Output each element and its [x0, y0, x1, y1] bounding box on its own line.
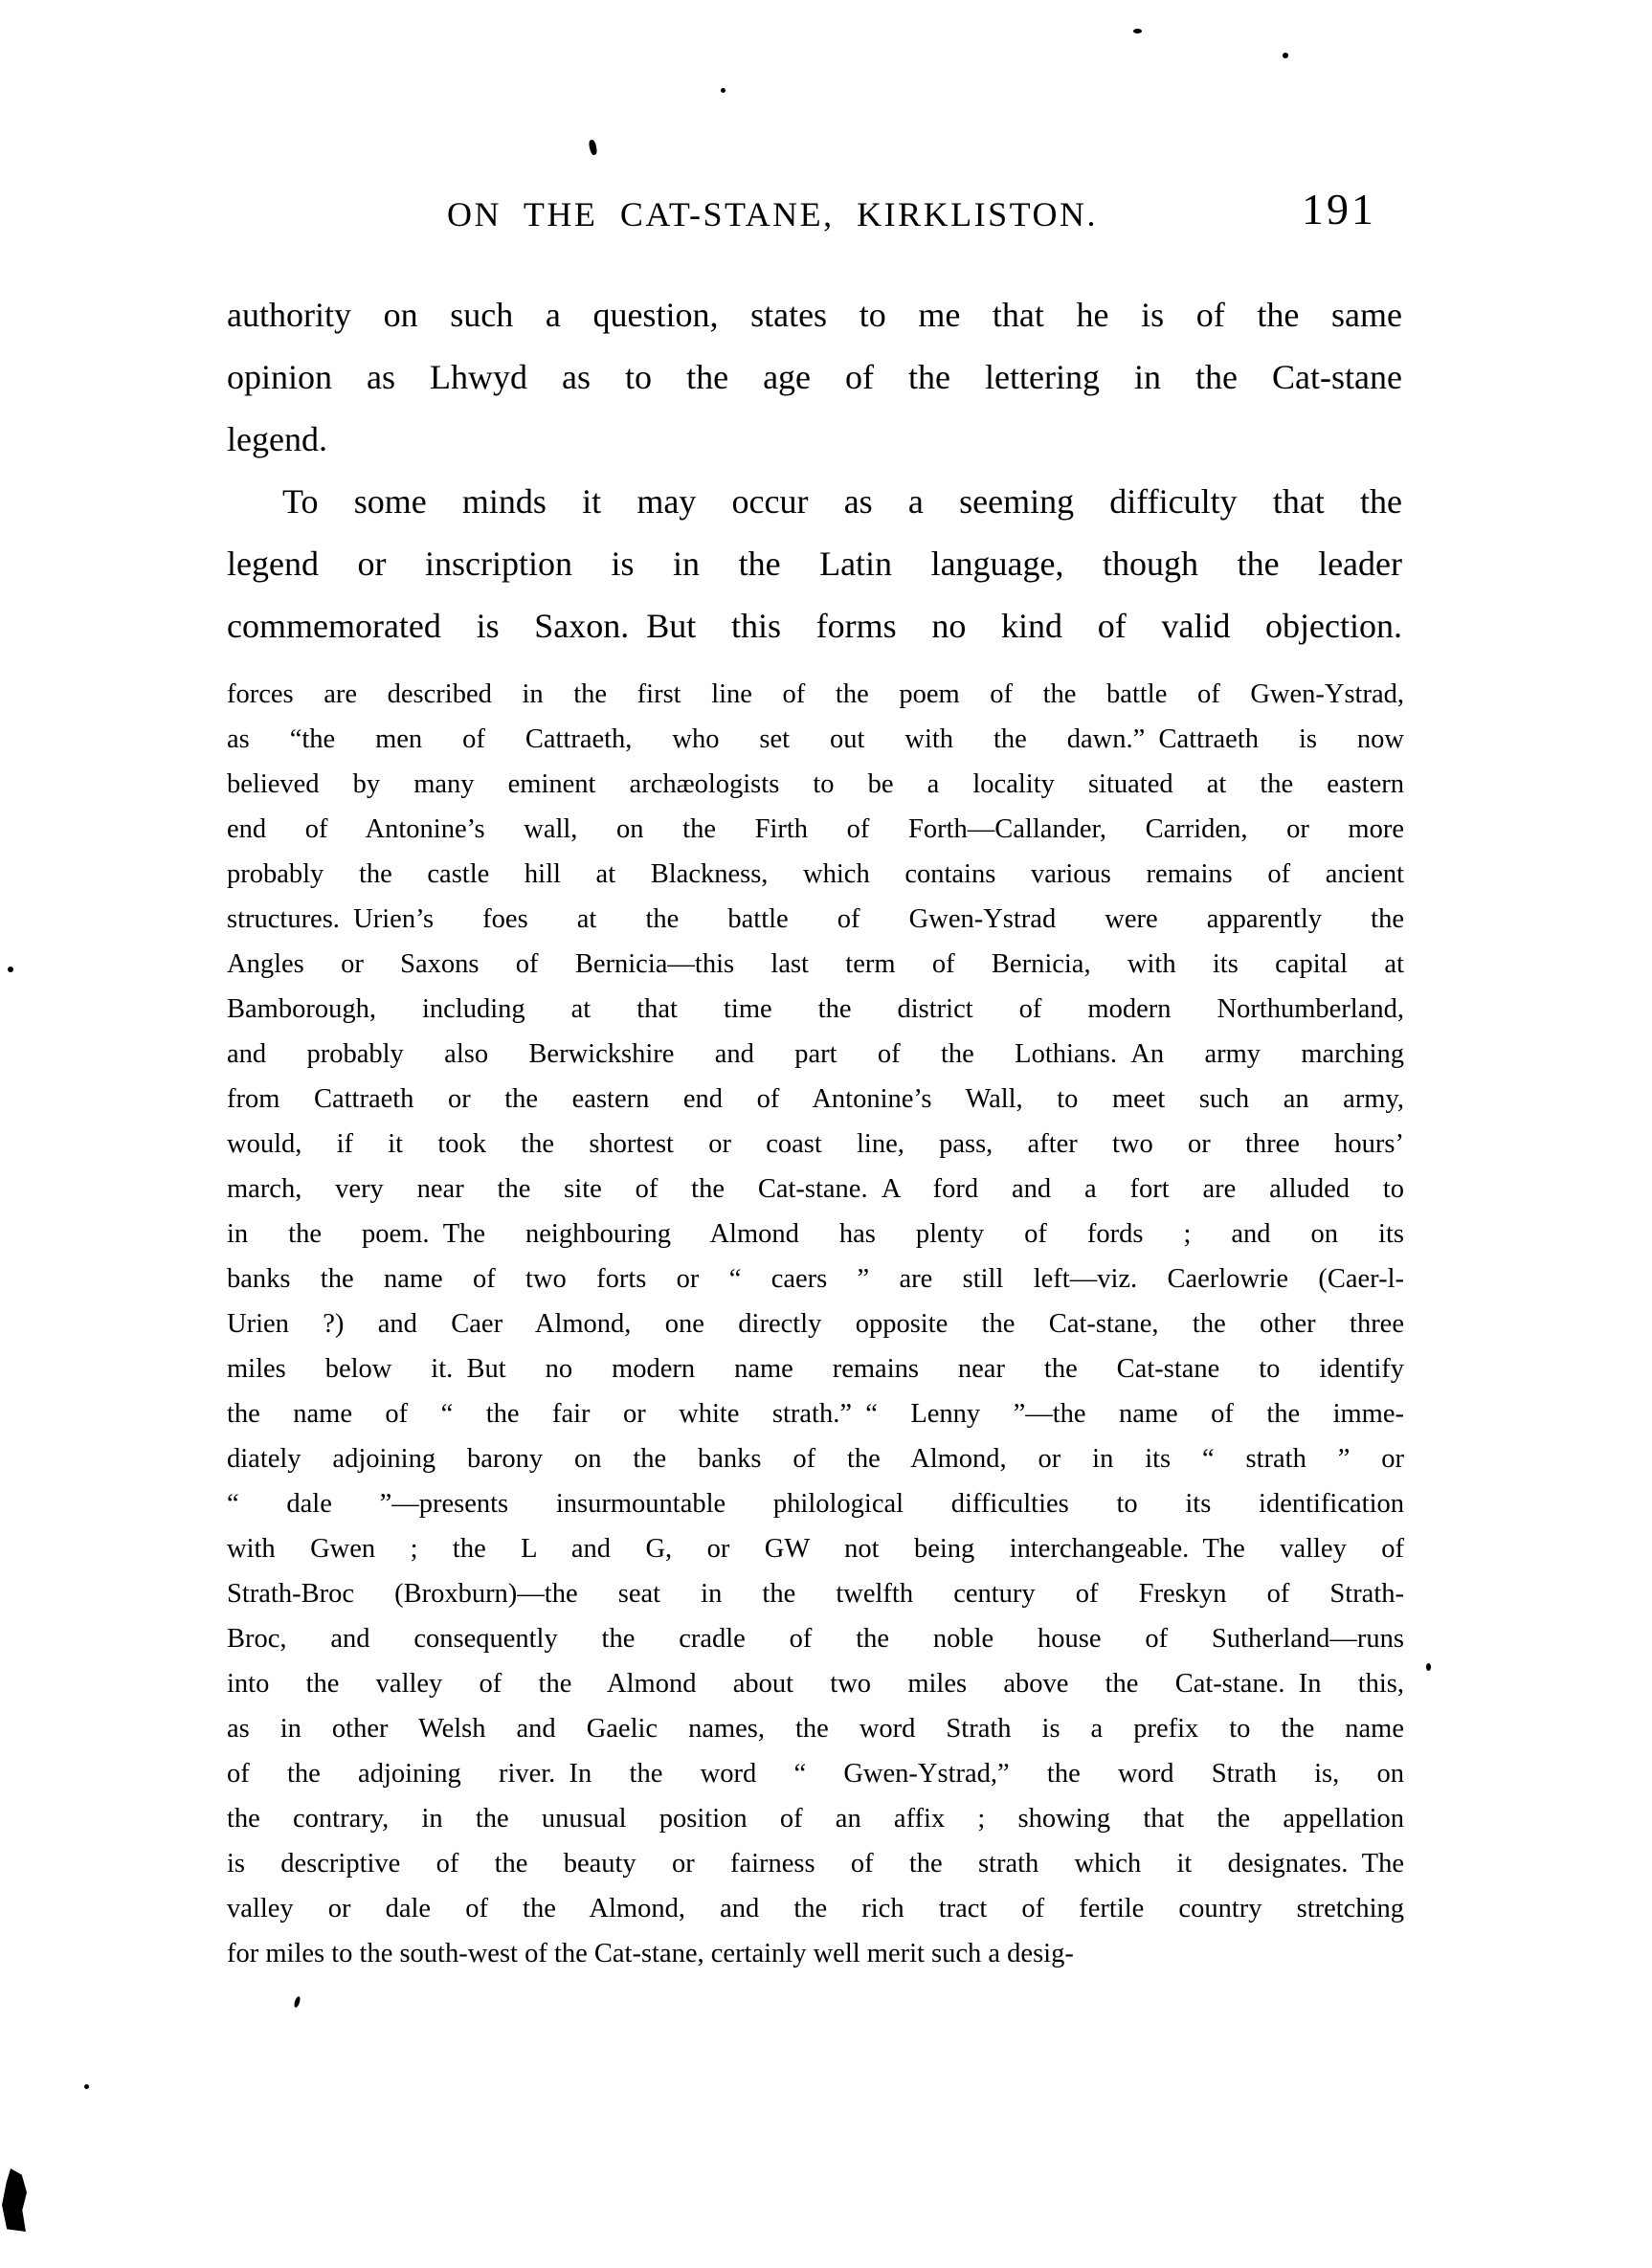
ink-speck: [1283, 53, 1288, 58]
text-line: Broc, and consequently the cradle of the noble house of Sutherland—runs: [227, 1624, 1404, 1654]
text-line: Angles or Saxons of Bernicia—this last term of Bernicia, with its capital at: [227, 949, 1404, 979]
text-line: would, if it took the shortest or coast line, pass, after two or three hours’: [227, 1129, 1404, 1159]
text-line: in the poem. The neighbouring Almond has plenty of fords ; and on its: [227, 1219, 1404, 1249]
ink-speck: [84, 2084, 89, 2089]
text-line: banks the name of two forts or “ caers ” are still left—viz. Caerlowrie (Caer-l-: [227, 1264, 1404, 1294]
text-line: end of Antonine’s wall, on the Firth of Forth—Callander, Carriden, or more: [227, 814, 1404, 844]
text-line: into the valley of the Almond about two miles above the Cat-stane. In this,: [227, 1669, 1404, 1699]
footnote-text: [227, 672, 1404, 1976]
ink-speck: [1426, 1663, 1431, 1671]
ink-blot: [2, 2168, 27, 2232]
text-line: as “the men of Cattraeth, who set out with the dawn.” Cattraeth is now: [227, 724, 1404, 754]
text-line: and probably also Berwickshire and part of the Lothians. An army marching: [227, 1039, 1404, 1069]
running-title: ON THE CAT-STANE, KIRKLISTON.: [447, 195, 1098, 233]
text-line: with Gwen ; the L and G, or GW not being interchangeable. The valley of: [227, 1534, 1404, 1564]
text-line: march, very near the site of the Cat-stane. A ford and a fort are alluded to: [227, 1174, 1404, 1204]
ink-speck: [8, 967, 13, 972]
text-line: diately adjoining barony on the banks of the Almond, or in its “ strath ” or: [227, 1444, 1404, 1474]
text-line: miles below it. But no modern name remains near the Cat-stane to identify: [227, 1354, 1404, 1384]
ink-speck: [588, 139, 597, 155]
text-line: probably the castle hill at Blackness, which contains various remains of ancient: [227, 859, 1404, 889]
text-line: opinion as Lhwyd as to the age of the lettering in the Cat-stane: [227, 358, 1402, 396]
text-line: of the adjoining river. In the word “ Gwen-Ystrad,” the word Strath is, on: [227, 1759, 1404, 1789]
text-line: as in other Welsh and Gaelic names, the word Strath is a prefix to the name: [227, 1714, 1404, 1744]
page-number: 191: [1302, 185, 1376, 233]
text-line: To some minds it may occur as a seeming difficulty that the: [282, 482, 1402, 521]
text-line: structures. Urien’s foes at the battle of Gwen-Ystrad were apparently the: [227, 904, 1404, 934]
main-text: [227, 284, 1402, 657]
text-line: from Cattraeth or the eastern end of Antonine’s Wall, to meet such an army,: [227, 1084, 1404, 1114]
text-line: legend.: [227, 420, 327, 458]
text-line: believed by many eminent archæologists to be a locality situated at the eastern: [227, 769, 1404, 799]
text-line: Strath-Broc (Broxburn)—the seat in the twelfth century of Freskyn of Strath-: [227, 1579, 1404, 1609]
text-line: forces are described in the first line of the poem of the battle of Gwen-Ystrad,: [227, 679, 1404, 709]
text-line: is descriptive of the beauty or fairness of the strath which it designates. The: [227, 1849, 1404, 1879]
text-line: legend or inscription is in the Latin language, though the leader: [227, 545, 1402, 583]
text-line: authority on such a question, states to me that he is of the same: [227, 296, 1402, 334]
text-line: commemorated is Saxon. But this forms no kind of valid objection.: [227, 607, 1402, 645]
ink-speck: [721, 88, 726, 93]
text-line: Urien ?) and Caer Almond, one directly opposite the Cat-stane, the other three: [227, 1309, 1404, 1339]
text-line: valley or dale of the Almond, and the rich tract of fertile country stretching: [227, 1894, 1404, 1923]
text-line: Bamborough, including at that time the district of modern Northumberland,: [227, 994, 1404, 1024]
ink-speck: [1133, 29, 1142, 33]
text-line: the name of “ the fair or white strath.” “ Lenny ”—the name of the imme-: [227, 1399, 1404, 1429]
ink-speck: [293, 1996, 301, 2009]
text-line: the contrary, in the unusual position of an affix ; showing that the appellation: [227, 1804, 1404, 1834]
text-line: “ dale ”—presents insurmountable philological difficulties to its identification: [227, 1489, 1404, 1519]
text-line: for miles to the south-west of the Cat-stane, certainly well merit such a desig-: [227, 1939, 1074, 1968]
